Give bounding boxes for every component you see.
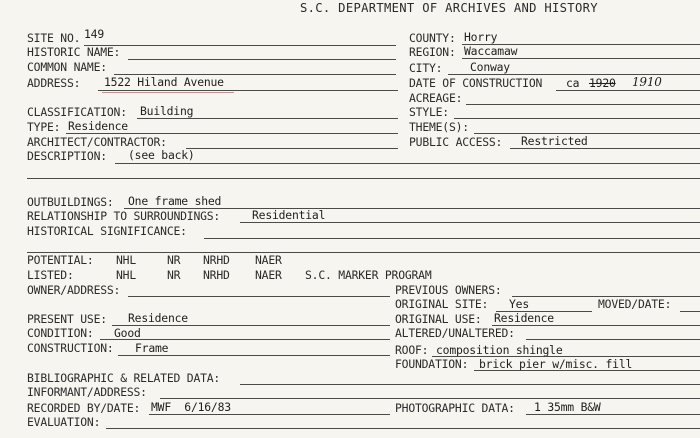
relationship-line [240, 222, 700, 223]
address-value: 1522 Hiland Avenue [104, 75, 224, 89]
condition-line [100, 339, 390, 340]
potential-nr: NR [167, 253, 181, 267]
listed-label: LISTED: [27, 268, 74, 282]
condition-value: Good [114, 326, 141, 340]
city-value: Conway [470, 60, 510, 74]
acreage-label: ACREAGE: [409, 91, 463, 105]
moved-date-line [680, 311, 700, 312]
previous-owners-label: PREVIOUS OWNERS: [395, 283, 502, 297]
roof-value: composition shingle [436, 343, 563, 357]
type-value: Residence [68, 119, 128, 133]
public-access-line [510, 148, 700, 149]
description-label: DESCRIPTION: [27, 149, 107, 163]
original-use-label: ORIGINAL USE: [395, 312, 482, 326]
original-site-value: Yes [509, 297, 529, 311]
owner-address-label: OWNER/ADDRESS: [27, 283, 121, 297]
historic-name-line [128, 59, 396, 60]
original-site-label: ORIGINAL SITE: [395, 297, 489, 311]
type-line [66, 133, 398, 134]
region-value: Waccamaw [464, 44, 518, 58]
theme-label: THEME(S): [409, 120, 469, 134]
foundation-value: brick pier w/misc. fill [479, 357, 633, 371]
historic-name-label: HISTORIC NAME: [27, 45, 121, 59]
construction-line [118, 355, 390, 356]
common-name-label: COMMON NAME: [27, 60, 107, 74]
outbuildings-value: One frame shed [128, 194, 222, 208]
site-no-value: 149 [84, 27, 104, 41]
informant-label: INFORMANT/ADDRESS: [27, 385, 147, 399]
date-line [556, 90, 700, 91]
construction-label: CONSTRUCTION: [27, 341, 114, 355]
public-access-label: PUBLIC ACCESS: [409, 135, 503, 149]
description-line-1 [115, 163, 700, 164]
address-line [98, 90, 398, 91]
date-struck-value: 1920 [589, 76, 616, 90]
foundation-label: FOUNDATION: [395, 357, 469, 371]
public-access-value: Restricted [521, 134, 588, 148]
recorded-by-label: RECORDED BY/DATE: [27, 401, 141, 415]
relationship-label: RELATIONSHIP TO SURROUNDINGS: [27, 209, 221, 223]
present-use-label: PRESENT USE: [27, 312, 107, 326]
photographic-label: PHOTOGRAPHIC DATA: [395, 401, 515, 415]
construction-value: Frame [135, 341, 169, 355]
roof-label: ROOF: [395, 343, 429, 357]
classification-line [137, 118, 398, 119]
style-label: STYLE: [409, 105, 449, 119]
bibliographic-label: BIBLIOGRAPHIC & RELATED DATA: [27, 371, 221, 385]
date-construction-label: DATE OF CONSTRUCTION [409, 76, 543, 90]
date-ca: ca [566, 76, 580, 90]
form-title: S.C. DEPARTMENT OF ARCHIVES AND HISTORY [300, 1, 598, 15]
present-use-value: Residence [128, 311, 188, 325]
listed-naer: NAER [255, 268, 282, 282]
listed-nhl: NHL [116, 268, 136, 282]
site-no-label: SITE NO. [27, 31, 81, 45]
informant-line [160, 398, 700, 399]
listed-nr: NR [167, 268, 181, 282]
classification-label: CLASSIFICATION: [27, 105, 127, 119]
recorded-by-value: MWF 6/16/83 [151, 400, 231, 414]
foundation-line [474, 370, 700, 371]
bibliographic-line [240, 384, 700, 385]
listed-nrhd: NRHD [203, 268, 230, 282]
classification-value: Building [140, 104, 194, 118]
address-underline-mark [102, 92, 234, 93]
original-use-value: Residence [494, 311, 554, 325]
city-label: CITY: [409, 61, 443, 75]
county-value: Horry [464, 30, 498, 44]
county-label: COUNTY: [409, 31, 456, 45]
description-value: (see back) [128, 148, 195, 162]
altered-label: ALTERED/UNALTERED: [395, 326, 515, 340]
type-label: TYPE: [27, 120, 61, 134]
evaluation-label: EVALUATION: [27, 415, 101, 429]
photographic-line [526, 414, 700, 415]
original-use-line [492, 325, 700, 326]
relationship-value: Residential [252, 208, 326, 222]
region-line [462, 58, 700, 59]
potential-label: POTENTIAL: [27, 253, 94, 267]
description-line-2 [27, 178, 700, 179]
address-label: ADDRESS: [27, 76, 81, 90]
acreage-line [466, 104, 700, 105]
condition-label: CONDITION: [27, 326, 94, 340]
outbuildings-label: OUTBUILDINGS: [27, 195, 114, 209]
marker-program-label: S.C. MARKER PROGRAM [305, 268, 432, 282]
city-line [448, 74, 700, 75]
photographic-value: 1 35mm B&W [534, 400, 601, 414]
significance-label: HISTORICAL SIGNIFICANCE: [27, 224, 187, 238]
site-no-line [84, 45, 396, 46]
evaluation-line [106, 428, 700, 429]
potential-naer: NAER [255, 253, 282, 267]
owner-address-line [128, 296, 390, 297]
style-line [454, 118, 700, 119]
date-handwritten-value: 1910 [632, 75, 662, 89]
region-label: REGION: [409, 45, 456, 59]
potential-nrhd: NRHD [203, 253, 230, 267]
present-use-line [112, 325, 390, 326]
altered-line [526, 339, 700, 340]
potential-nhl: NHL [116, 253, 136, 267]
significance-line [204, 238, 700, 239]
moved-date-label: MOVED/DATE: [598, 297, 672, 311]
recorded-by-line [149, 414, 390, 415]
architect-label: ARCHITECT/CONTRACTOR: [27, 135, 167, 149]
architect-line [186, 148, 398, 149]
